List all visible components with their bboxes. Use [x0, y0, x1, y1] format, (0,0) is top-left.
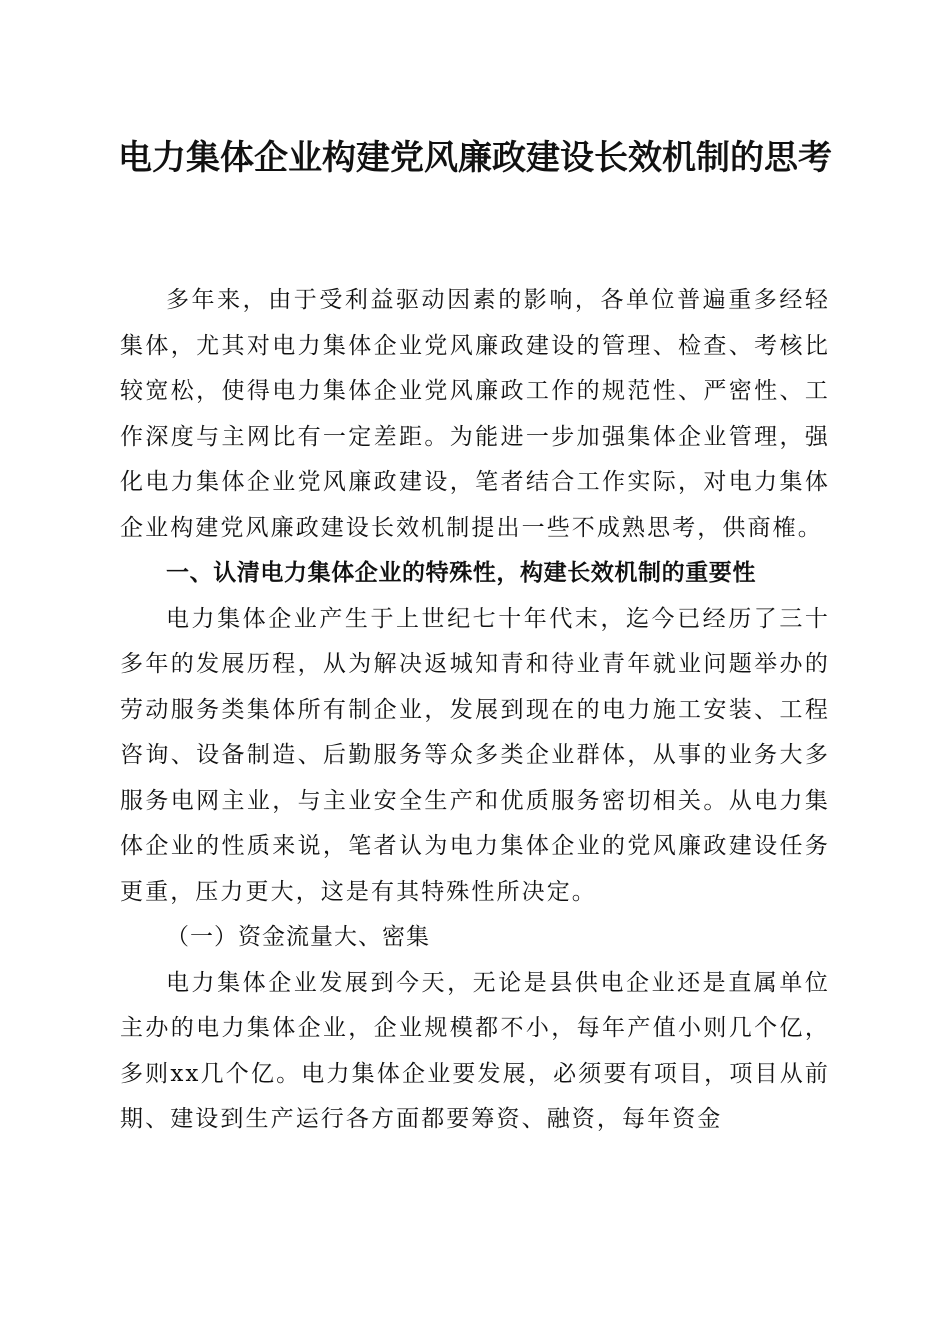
subsection-1-paragraph: 电力集体企业发展到今天，无论是县供电企业还是直属单位主办的电力集体企业，企业规模都不小，每年产值小则几个亿，多则xx几个亿。电力集体企业要发展，必须要有项目，项目从前期、建设到生产运行各方面都要筹资、融资，每年资金: [120, 969, 830, 1132]
section-1-paragraph: 电力集体企业产生于上世纪七十年代末，迄今已经历了三十多年的发展历程，从为解决返城知青和待业青年就业问题举办的劳动服务类集体所有制企业，发展到现在的电力施工安装、工程咨询、设备制造、后勤服务等众多类企业群体，从事的业务大多服务电网主业，与主业安全生产和优质服务密切相关。从电力集体企业的性质来说，笔者认为电力集体企业的党风廉政建设任务更重，压力更大，这是有其特殊性所决定。: [120, 605, 830, 905]
subsection-heading-1: （一）资金流量大、密集: [166, 924, 430, 950]
section-heading-1: 一、认清电力集体企业的特殊性，构建长效机制的重要性: [166, 560, 756, 586]
document-title: 电力集体企业构建党风廉政建设长效机制的思考: [118, 138, 832, 178]
document-body: [120, 278, 830, 1143]
intro-paragraph: 多年来，由于受利益驱动因素的影响，各单位普遍重多经轻集体，尤其对电力集体企业党风廉政建设的管理、检查、考核比较宽松，使得电力集体企业党风廉政工作的规范性、严密性、工作深度与主网比有一定差距。为能进一步加强集体企业管理，强化电力集体企业党风廉政建设，笔者结合工作实际，对电力集体企业构建党风廉政建设长效机制提出一些不成熟思考，供商榷。: [120, 287, 830, 541]
